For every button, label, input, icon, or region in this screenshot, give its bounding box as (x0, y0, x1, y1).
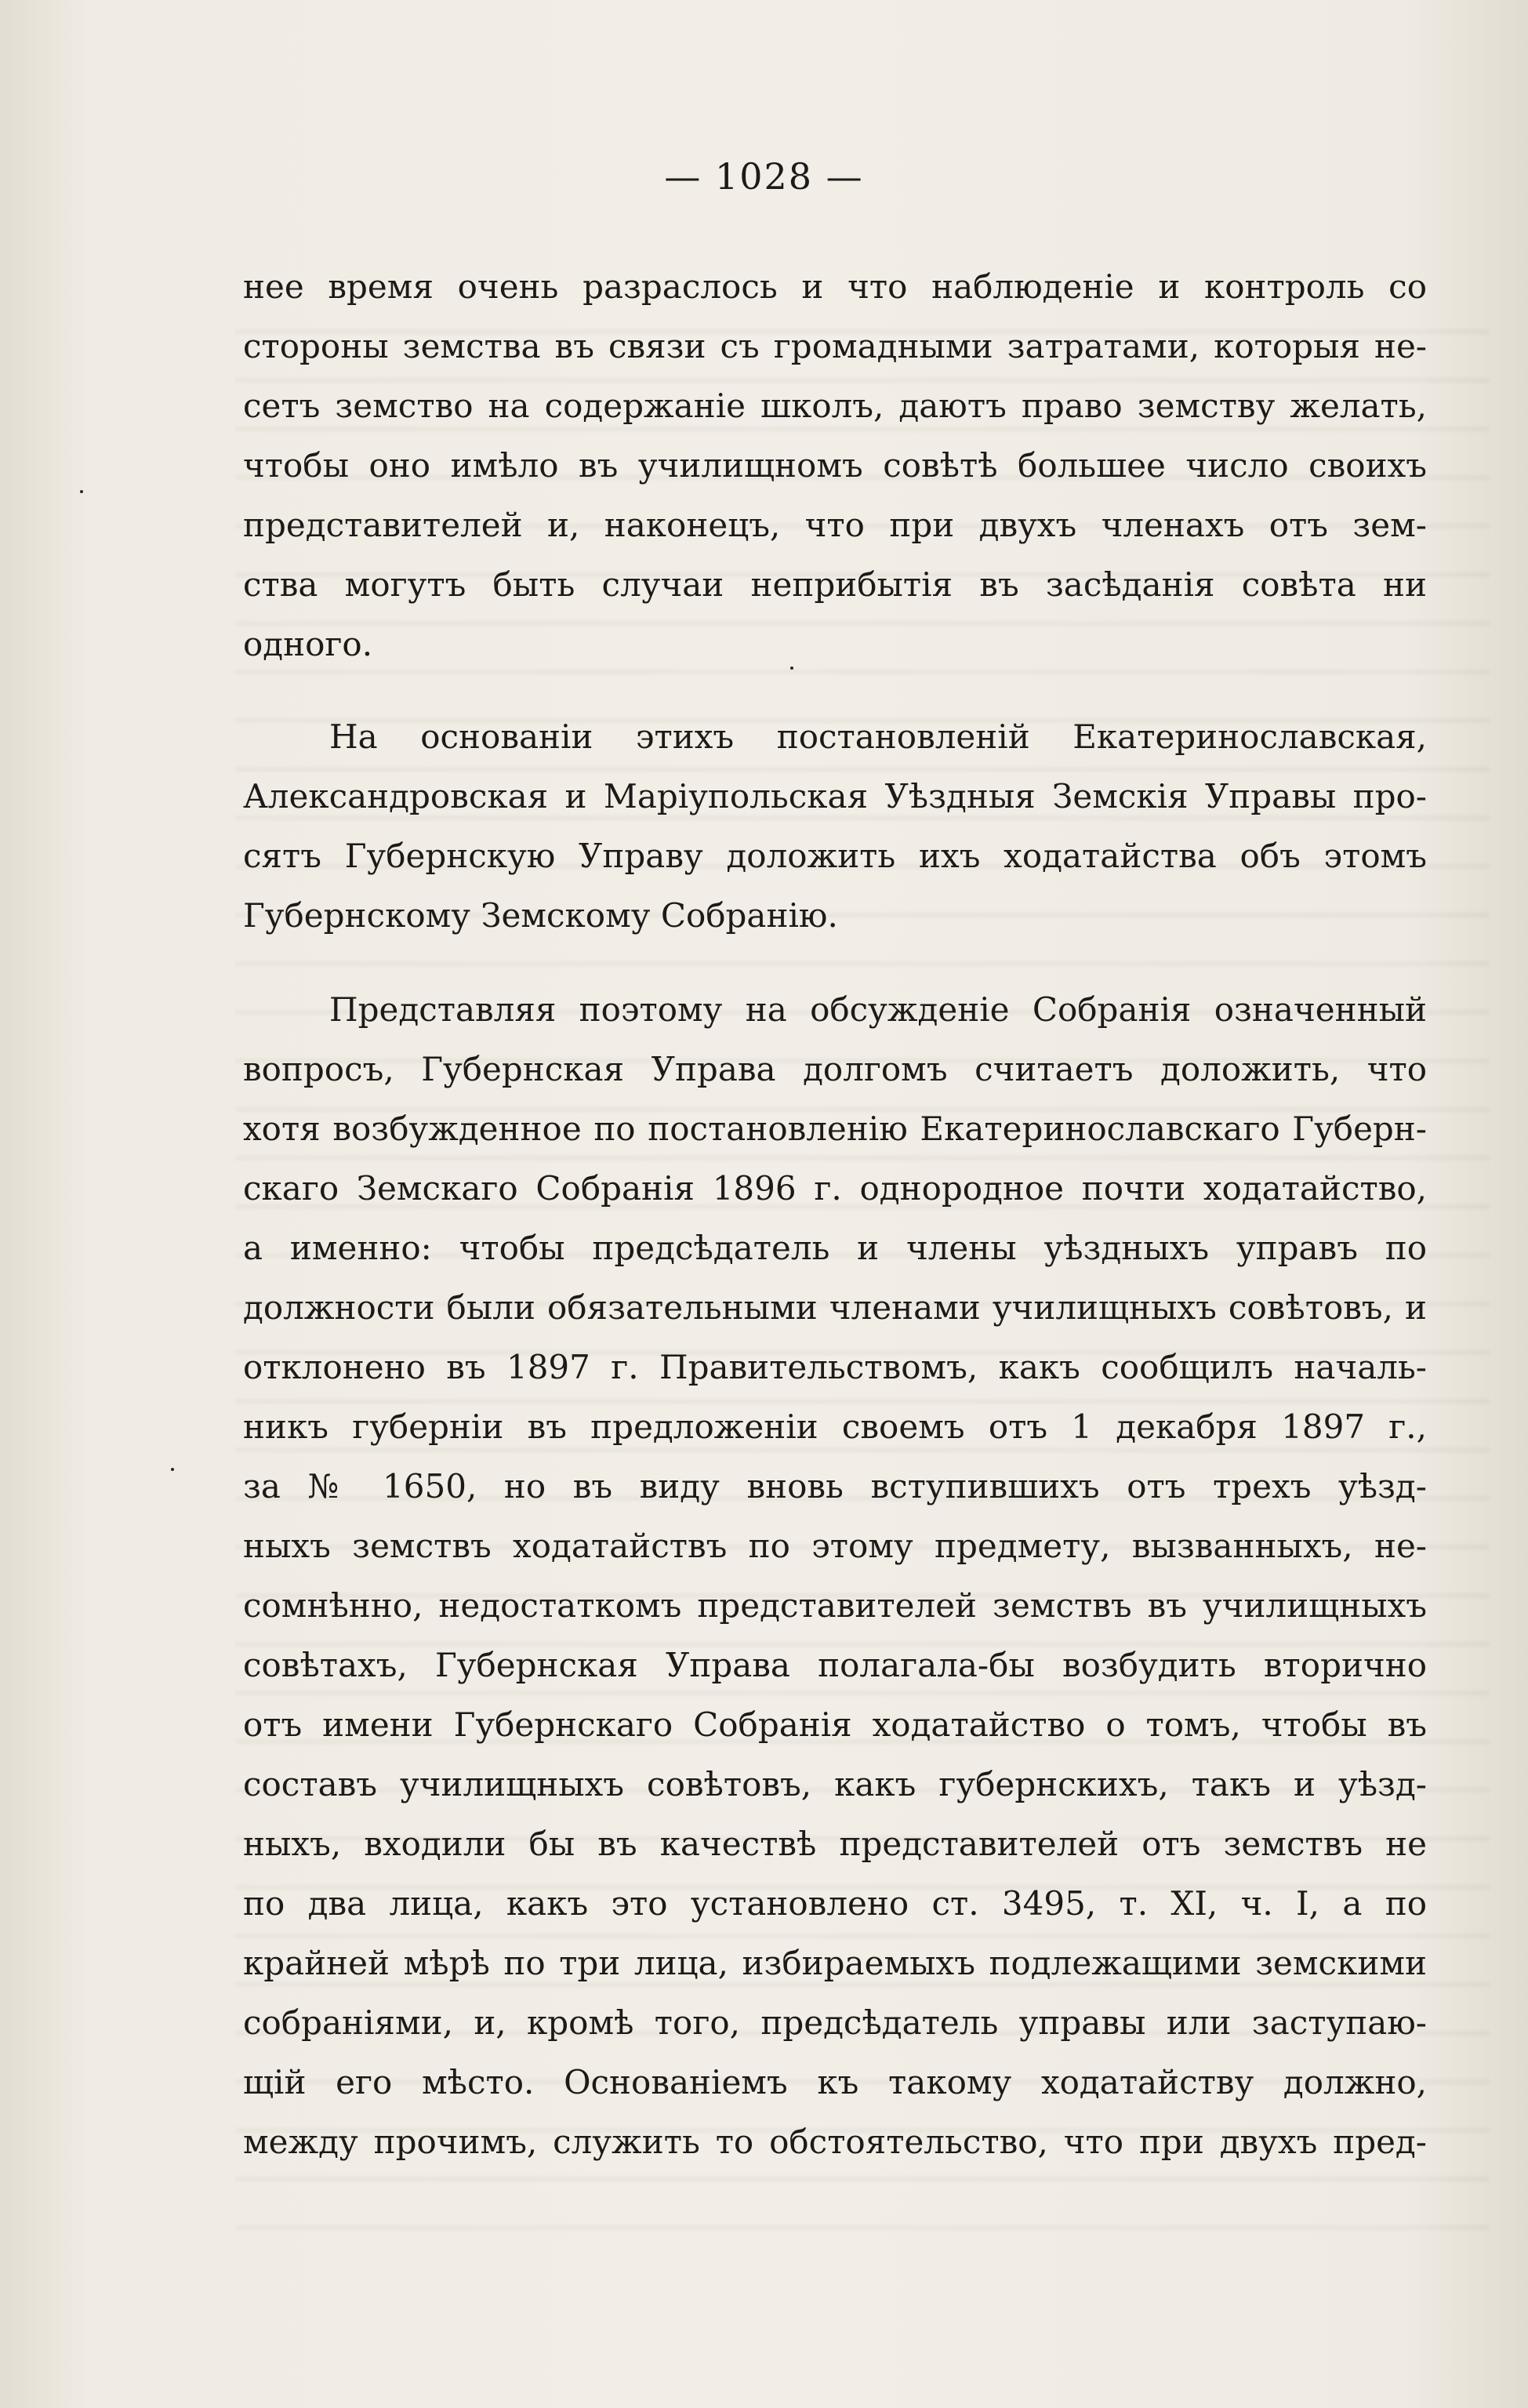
text-line: Губернскому Земскому Собранію. (243, 896, 838, 935)
text-line: стороны земства въ связи съ громадными затратами, которыя не- (243, 327, 1427, 365)
text-line: крайней мѣрѣ по три лица, избираемыхъ подлежащими земскими (243, 1944, 1427, 1982)
text-line: На основаніи этихъ постановленій Екатеринославская, (329, 717, 1427, 756)
text-line: сомнѣнно, недостаткомъ представителей земствъ въ училищныхъ (243, 1586, 1427, 1625)
text-line: ныхъ земствъ ходатайствъ по этому предмету, вызванныхъ, не- (243, 1527, 1427, 1565)
text-line: хотя возбужденное по постановленію Екатеринославскаго Губерн- (243, 1110, 1427, 1148)
text-line: совѣтахъ, Губернская Управа полагала-бы возбудить вторично (243, 1646, 1427, 1684)
text-line: чтобы оно имѣло въ училищномъ совѣтѣ большее число своихъ (243, 446, 1427, 485)
text-line: ныхъ, входили бы въ качествѣ представителей отъ земствъ не (243, 1825, 1427, 1863)
text-line: щій его мѣсто. Основаніемъ къ такому ходатайству должно, (243, 2063, 1427, 2101)
text-line: отклонено въ 1897 г. Правительствомъ, какъ сообщилъ началь- (243, 1348, 1427, 1386)
text-line: одного. (243, 625, 373, 663)
text-line: Представляя поэтому на обсужденіе Собранія означенный (329, 990, 1427, 1029)
text-line: отъ имени Губернскаго Собранія ходатайство о томъ, чтобы въ (243, 1705, 1427, 1744)
text-line: за № 1650, но въ виду вновь вступившихъ отъ трехъ уѣзд- (243, 1467, 1427, 1505)
text-line: собраніями, и, кромѣ того, предсѣдатель управы или заступаю- (243, 2003, 1427, 2042)
text-line: сятъ Губернскую Управу доложить ихъ ходатайства объ этомъ (243, 837, 1427, 875)
text-line: между прочимъ, служить то обстоятельство, что при двухъ пред- (243, 2123, 1427, 2161)
text-line: вопросъ, Губернская Управа долгомъ считаетъ доложить, что (243, 1050, 1427, 1088)
paragraph-1 (243, 257, 1427, 674)
text-line: представителей и, наконецъ, что при двухъ членахъ отъ зем- (243, 506, 1427, 544)
text-line: а именно: чтобы предсѣдатель и члены уѣздныхъ управъ по (243, 1229, 1427, 1267)
text-line: скаго Земскаго Собранія 1896 г. однородное почти ходатайство, (243, 1169, 1427, 1208)
text-line: составъ училищныхъ совѣтовъ, какъ губернскихъ, такъ и уѣзд- (243, 1765, 1427, 1803)
ink-speck (80, 490, 83, 493)
text-line: сетъ земство на содержаніе школъ, даютъ право земству желать, (243, 387, 1427, 425)
ink-speck (790, 666, 793, 670)
text-line: должности были обязательными членами училищныхъ совѣтовъ, и (243, 1288, 1427, 1327)
text-line: Александровская и Маріупольская Уѣздныя Земскія Управы про- (243, 777, 1427, 815)
text-line: нее время очень разраслось и что наблюденіе и контроль со (243, 267, 1427, 306)
text-line: никъ губерніи въ предложеніи своемъ отъ 1 декабря 1897 г., (243, 1407, 1427, 1446)
paragraph-3 (243, 980, 1427, 2172)
text-line: ства могутъ быть случаи неприбытія въ засѣданія совѣта ни (243, 565, 1427, 604)
ink-speck (171, 1468, 174, 1471)
text-line: по два лица, какъ это установлено ст. 3495, т. XI, ч. I, а по (243, 1884, 1427, 1923)
paragraph-2 (243, 707, 1427, 946)
page-number: — 1028 — (664, 155, 864, 198)
